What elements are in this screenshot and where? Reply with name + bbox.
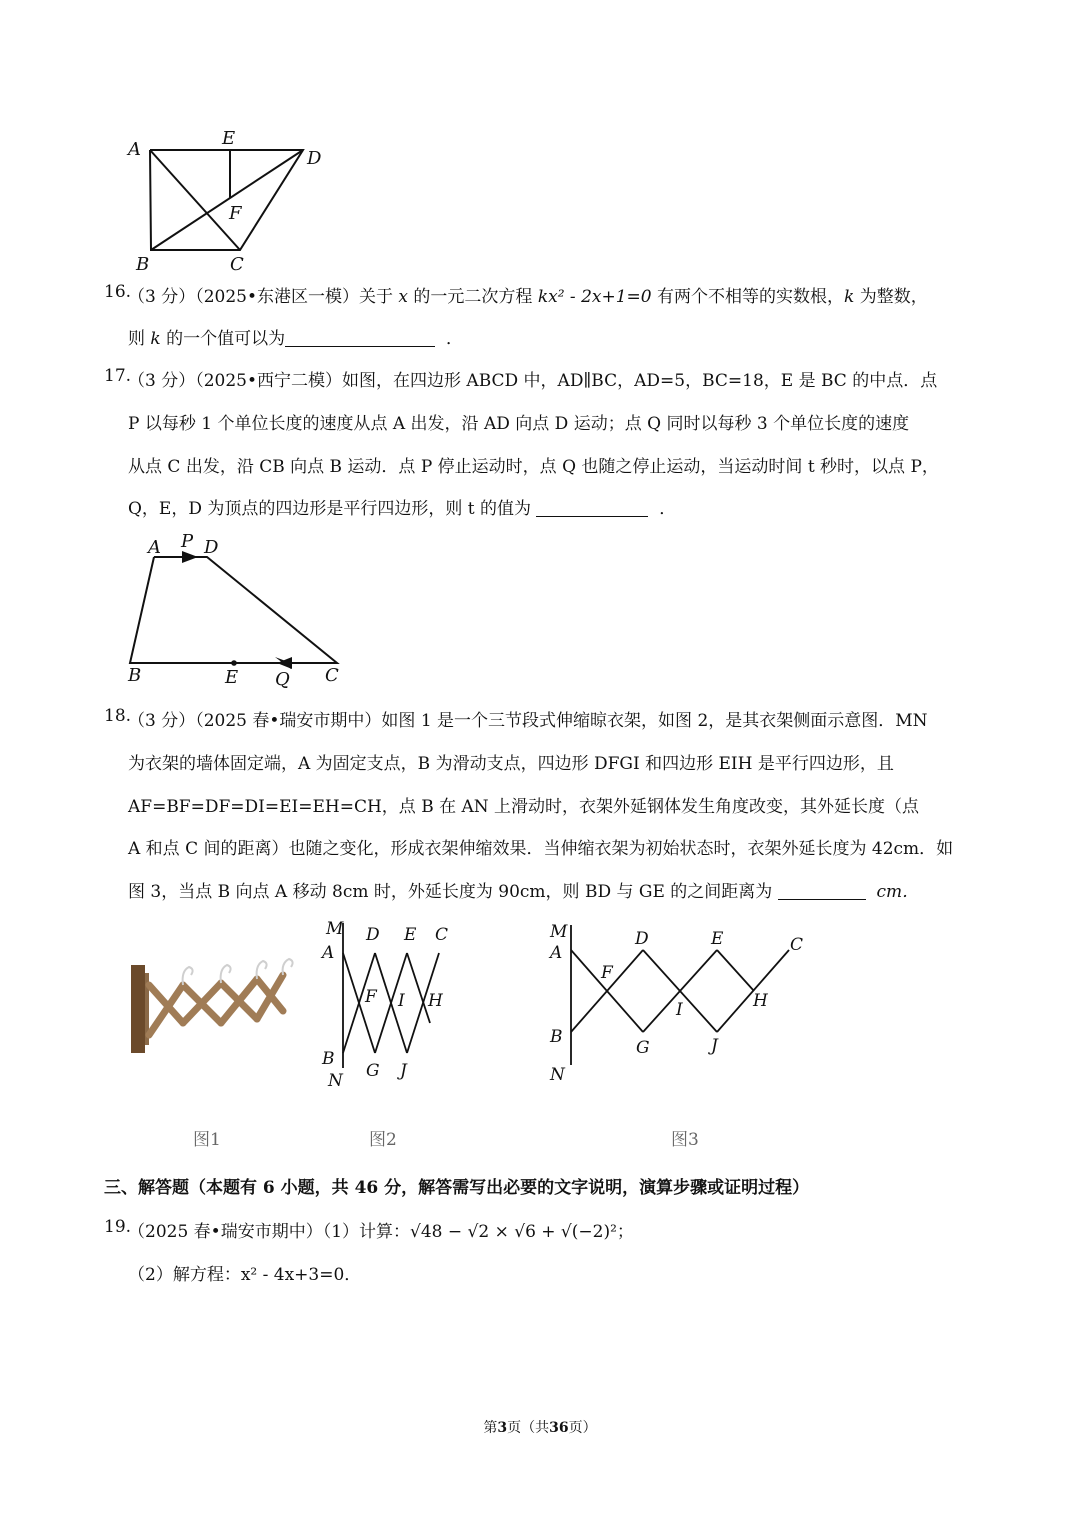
label-M: M (550, 922, 568, 942)
label-C: C (790, 935, 804, 955)
label-F: F (365, 987, 377, 1007)
label-B: B (322, 1049, 335, 1069)
label-I: I (398, 991, 405, 1011)
label-E: E (222, 128, 236, 149)
label-Q: Q (275, 669, 290, 690)
q18-number: 18. (104, 706, 132, 726)
figure-3-side-view (545, 920, 815, 1090)
section-heading: 三、解答题（本题有 6 小题，共 46 分，解答需写出必要的文字说明，演算步骤或证明过程） (104, 1178, 810, 1198)
label-A: A (322, 943, 335, 963)
label-D: D (307, 148, 322, 169)
q16-line2: 则 k 的一个值可以为 ． (128, 329, 463, 349)
label-F: F (601, 963, 613, 983)
label-H: H (428, 991, 443, 1011)
q18-line4: A 和点 C 间的距离）也随之变化，形成衣架伸缩效果．当伸缩衣架为初始状态时，衣架外延长度为 42cm．如 (128, 839, 954, 859)
label-J: J (400, 1061, 407, 1081)
label-G: G (366, 1061, 380, 1081)
label-H: H (753, 991, 768, 1011)
label-B: B (136, 254, 150, 275)
q19-line2: （2）解方程：x² - 4x+3=0． (128, 1265, 362, 1285)
label-D: D (204, 537, 219, 558)
figure-1-caption: 图1 (193, 1130, 221, 1150)
q19-number: 19. (104, 1217, 132, 1237)
label-C: C (435, 925, 449, 945)
total-pages: 36 (549, 1420, 569, 1436)
label-F: F (229, 203, 242, 224)
label-A: A (128, 139, 141, 160)
answer-blank[interactable] (536, 499, 648, 517)
label-E: E (225, 667, 239, 688)
figure-q17 (120, 530, 350, 690)
answer-blank[interactable] (778, 882, 866, 900)
label-G: G (636, 1038, 650, 1058)
label-D: D (366, 925, 380, 945)
q17-number: 17. (104, 366, 132, 386)
figure-2-caption: 图2 (369, 1130, 397, 1150)
figure-1-rack-photo (125, 945, 300, 1060)
label-E: E (404, 925, 417, 945)
page-footer: 第3页（共36页） (483, 1420, 597, 1436)
label-A: A (148, 537, 161, 558)
figure-3-caption: 图3 (671, 1130, 699, 1150)
label-D: D (635, 929, 649, 949)
page-number: 3 (497, 1420, 508, 1436)
q16-number: 16. (104, 282, 132, 302)
q17-line2: P 以每秒 1 个单位长度的速度从点 A 出发，沿 AD 向点 D 运动；点 Q 同时以每秒 3 个单位长度的速度 (128, 414, 910, 434)
label-I: I (676, 1000, 683, 1020)
label-E: E (711, 929, 724, 949)
q17-line3: 从点 C 出发，沿 CB 向点 B 运动．点 P 停止运动时，点 Q 也随之停止运动，当运动时间 t 秒时，以点 P， (128, 457, 939, 477)
math-expression: √48 − √2 × √6 + √(−2)²； (410, 1222, 634, 1242)
q18-line1: （3 分）（2025 春•瑞安市期中）如图 1 是一个三节段式伸缩晾衣架，如图 2，是其衣架侧面示意图．MN (128, 711, 928, 731)
q19-line1: （2025 春•瑞安市期中）（1）计算：√48 − √2 × √6 + √(−2)²； (128, 1222, 634, 1242)
figure-q15 (120, 120, 340, 275)
label-N: N (328, 1071, 343, 1091)
q18-line5: 图 3，当点 B 向点 A 移动 8cm 时，外延长度为 90cm，则 BD 与 GE 的之间距离为 cm． (128, 882, 920, 902)
label-B: B (128, 665, 142, 686)
figure-2-side-view (318, 918, 468, 1093)
label-P: P (181, 531, 194, 552)
label-B: B (550, 1027, 563, 1047)
q16-line1: （3 分）（2025•东港区一模）关于 x 的一元二次方程 kx² - 2x+1=0 有两个不相等的实数根，k 为整数， (128, 287, 928, 307)
label-C: C (230, 254, 244, 275)
label-J: J (711, 1036, 718, 1056)
q18-line3: AF=BF=DF=DI=EI=EH=CH，点 B 在 AN 上滑动时，衣架外延钢体发生角度改变，其外延长度（点 (128, 797, 920, 817)
answer-blank[interactable] (285, 329, 435, 347)
q17-line1: （3 分）（2025•西宁二模）如图，在四边形 ABCD 中，AD∥BC，AD=5，BC=18，E 是 BC 的中点．点 (128, 371, 938, 391)
label-C: C (325, 665, 339, 686)
label-N: N (550, 1065, 565, 1085)
label-M: M (326, 919, 344, 939)
label-A: A (550, 943, 563, 963)
q18-line2: 为衣架的墙体固定端，A 为固定支点，B 为滑动支点，四边形 DFGI 和四边形 EIH 是平行四边形，且 (128, 754, 894, 774)
q17-line4: Q，E，D 为顶点的四边形是平行四边形，则 t 的值为 ． (128, 499, 677, 519)
